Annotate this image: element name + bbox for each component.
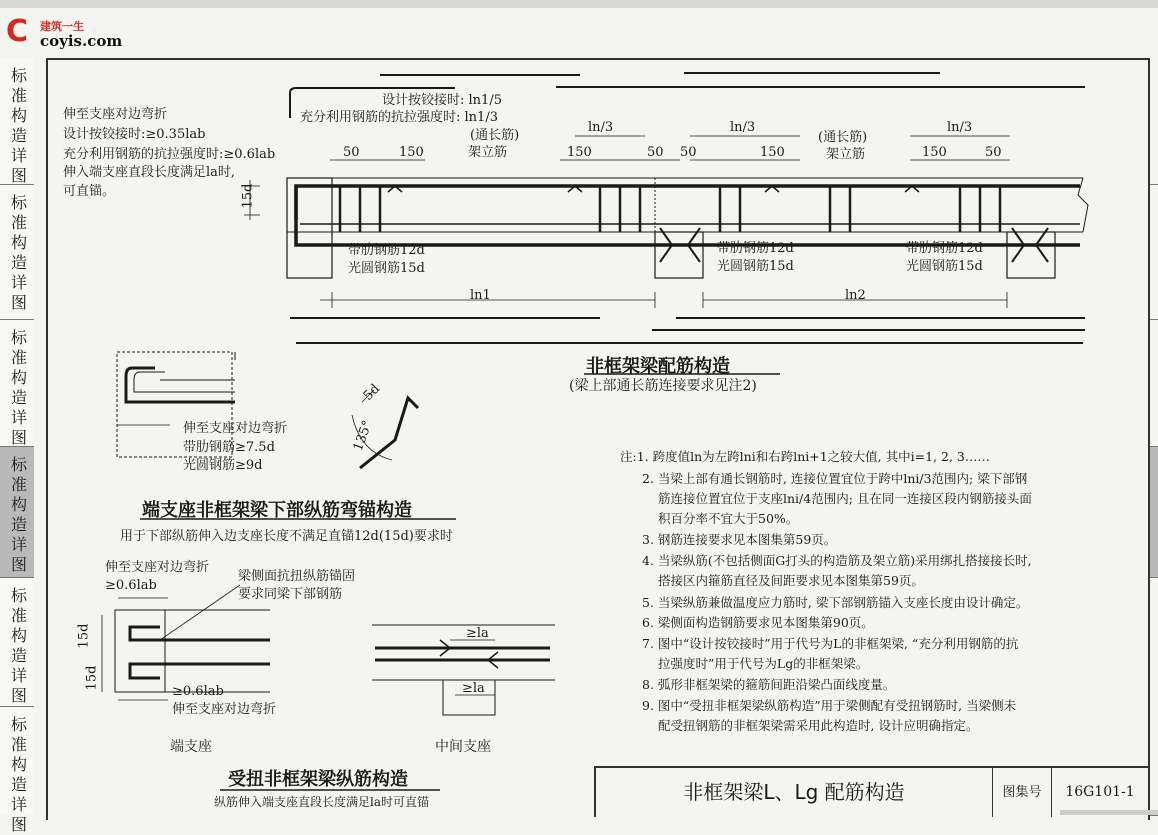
side-tab-1[interactable]: 标准构造详图 <box>0 58 34 185</box>
torsion-bottom-note-2: 伸至支座对边弯折 <box>172 702 277 717</box>
plain-label-2: 光圆钢筋15d <box>717 259 794 274</box>
dim-50b: 50 <box>647 145 664 160</box>
note-line-10: 7. 图中“设计按铰接时”用于代号为L的非框架梁, “充分利用钢筋的抗 <box>642 636 1019 651</box>
note-line-8: 5. 当梁纵筋兼做温度应力筋时, 梁下部钢筋锚入支座长度由设计确定。 <box>642 595 1029 610</box>
left-note-5: 可直锚。 <box>63 184 116 199</box>
end-support-note-3: 光圆钢筋≥9d <box>183 458 263 473</box>
note-line-9: 6. 梁侧面构造钢筋要求见本图集第90页。 <box>642 615 874 630</box>
note-line-4: 积百分率不宜大于50%。 <box>658 511 799 526</box>
torsion-top-note-1: 伸至支座对边弯折 <box>105 560 210 575</box>
tong-chang-right-label: (通长筋) <box>818 130 868 145</box>
logo-site-text: coyis.com <box>40 32 123 50</box>
note-line-1: 注:1. 跨度值ln为左跨lni和右跨lni+1之较大值, 其中i=1, 2, 3…… <box>620 449 990 464</box>
ribbed-label-2: 带肋钢筋12d <box>717 241 794 256</box>
note-line-5: 3. 钢筋连接要求见本图集第59页。 <box>642 532 837 547</box>
dim-ln1: ln1 <box>470 288 491 303</box>
side-tab-6[interactable]: 标准构造详图 <box>0 707 34 815</box>
dim-15d: 15d <box>240 183 256 209</box>
side-tab-3[interactable]: 标准构造详图 <box>0 320 34 447</box>
note-line-2: 2. 当梁上部有通长钢筋时, 连接位置宜位于跨中lni/3范围内; 梁下部钢 <box>642 471 1028 486</box>
tong-chang-left-label: (通长筋) <box>470 128 520 143</box>
torsion-15d-bottom: 15d <box>84 665 100 691</box>
dim-150b: 150 <box>567 145 592 160</box>
dim-150a: 150 <box>399 145 424 160</box>
torsion-top-note-2: ≥0.6lab <box>105 578 157 593</box>
atlas-number-label: 图集号 <box>993 768 1052 817</box>
left-note-4: 伸入端支座直段长度满足la时, <box>63 165 236 180</box>
torsion-la-top: ≥la <box>466 626 489 641</box>
jia-li-left-label: 架立筋 <box>468 145 508 160</box>
left-note-2: 设计按铰接时:≥0.35lab <box>63 127 206 142</box>
end-support-note-1: 伸至支座对边弯折 <box>183 421 288 436</box>
dim-150d: 150 <box>922 145 947 160</box>
torsion-mid-support-label: 中间支座 <box>435 739 491 755</box>
hook-5d-label: 5d <box>360 381 384 404</box>
side-tab-2[interactable]: 标准构造详图 <box>0 185 34 320</box>
full-strength-label: 充分利用钢筋的抗拉强度时: ln1/3 <box>300 110 498 125</box>
note-line-12: 8. 弧形非框架梁的箍筋间距沿梁凸面线度量。 <box>642 677 896 692</box>
dim-50d: 50 <box>985 145 1002 160</box>
dim-ln3-b: ln/3 <box>730 120 756 135</box>
torsion-15d-top: 15d <box>76 623 92 649</box>
dim-ln2: ln2 <box>845 288 866 303</box>
drawing-name: 非框架梁L、Lg 配筋构造 <box>596 768 993 817</box>
end-support-subtitle: 用于下部纵筋伸入边支座长度不满足直锚12d(15d)要求时 <box>120 529 453 544</box>
end-support-title: 端支座非框架梁下部纵筋弯锚构造 <box>142 500 412 521</box>
torsion-side-note-1: 梁侧面抗扭纵筋锚固 <box>238 569 356 584</box>
note-line-14: 配受扭钢筋的非框架梁需采用此构造时, 设计应明确指定。 <box>658 718 979 733</box>
dim-150c: 150 <box>760 145 785 160</box>
main-diagram-subtitle: (梁上部通长筋连接要求见注2) <box>569 378 757 394</box>
torsion-title: 受扭非框架梁纵筋构造 <box>228 769 408 790</box>
logo-c-icon: C <box>6 14 29 49</box>
note-line-13: 9. 图中“受扭非框架梁纵筋构造”用于梁侧配有受扭钢筋时, 当梁侧未 <box>642 698 1017 713</box>
note-line-3: 筋连接位置宜位于支座lni/4范围内; 且在同一连接区段内钢筋接头面 <box>658 491 1032 506</box>
dim-ln3-c: ln/3 <box>947 120 973 135</box>
torsion-bottom-note-1: ≥0.6lab <box>172 684 224 699</box>
dim-50a: 50 <box>343 145 360 160</box>
bottom-scrollbar[interactable] <box>1060 810 1158 815</box>
torsion-side-note-2: 要求同梁下部钢筋 <box>238 587 343 602</box>
ribbed-label-1: 带肋钢筋12d <box>348 243 425 258</box>
end-support-note-2: 带肋钢筋≥7.5d <box>183 440 275 455</box>
torsion-end-support-label: 端支座 <box>170 739 212 755</box>
ribbed-label-3: 带肋钢筋12d <box>906 241 983 256</box>
dim-ln3-a: ln/3 <box>588 120 614 135</box>
side-tab-4-active[interactable]: 标准构造详图 <box>0 447 34 578</box>
main-diagram-title: 非框架梁配筋构造 <box>586 356 730 377</box>
jia-li-right-label: 架立筋 <box>826 147 866 162</box>
note-line-7: 搭接区内箍筋直径及间距要求见本图集第59页。 <box>658 573 924 588</box>
dim-50c: 50 <box>680 145 697 160</box>
logo-cn-text: 建筑一生 <box>40 20 84 33</box>
plain-label-1: 光圆钢筋15d <box>348 261 425 276</box>
note-line-6: 4. 当梁纵筋(不包括侧面G打头的构造筋及架立筋)采用绑扎搭接接长时, <box>642 553 1032 568</box>
left-note-3: 充分利用钢筋的抗拉强度时:≥0.6lab <box>63 147 276 162</box>
hook-135-label: 135° <box>350 418 376 454</box>
torsion-subtitle: 纵筋伸入端支座直段长度满足la时可直锚 <box>214 795 429 809</box>
torsion-la-bottom: ≥la <box>462 681 485 696</box>
plain-label-3: 光圆钢筋15d <box>906 259 983 274</box>
left-note-1: 伸至支座对边弯折 <box>63 107 168 122</box>
atlas-number-code: 16G101-1 <box>1065 784 1135 800</box>
design-hinged-label: 设计按铰接时: ln1/5 <box>382 93 502 108</box>
note-line-11: 拉强度时”用于代号为Lg的非框架梁。 <box>658 656 869 671</box>
side-tab-5[interactable]: 标准构造详图 <box>0 578 34 707</box>
